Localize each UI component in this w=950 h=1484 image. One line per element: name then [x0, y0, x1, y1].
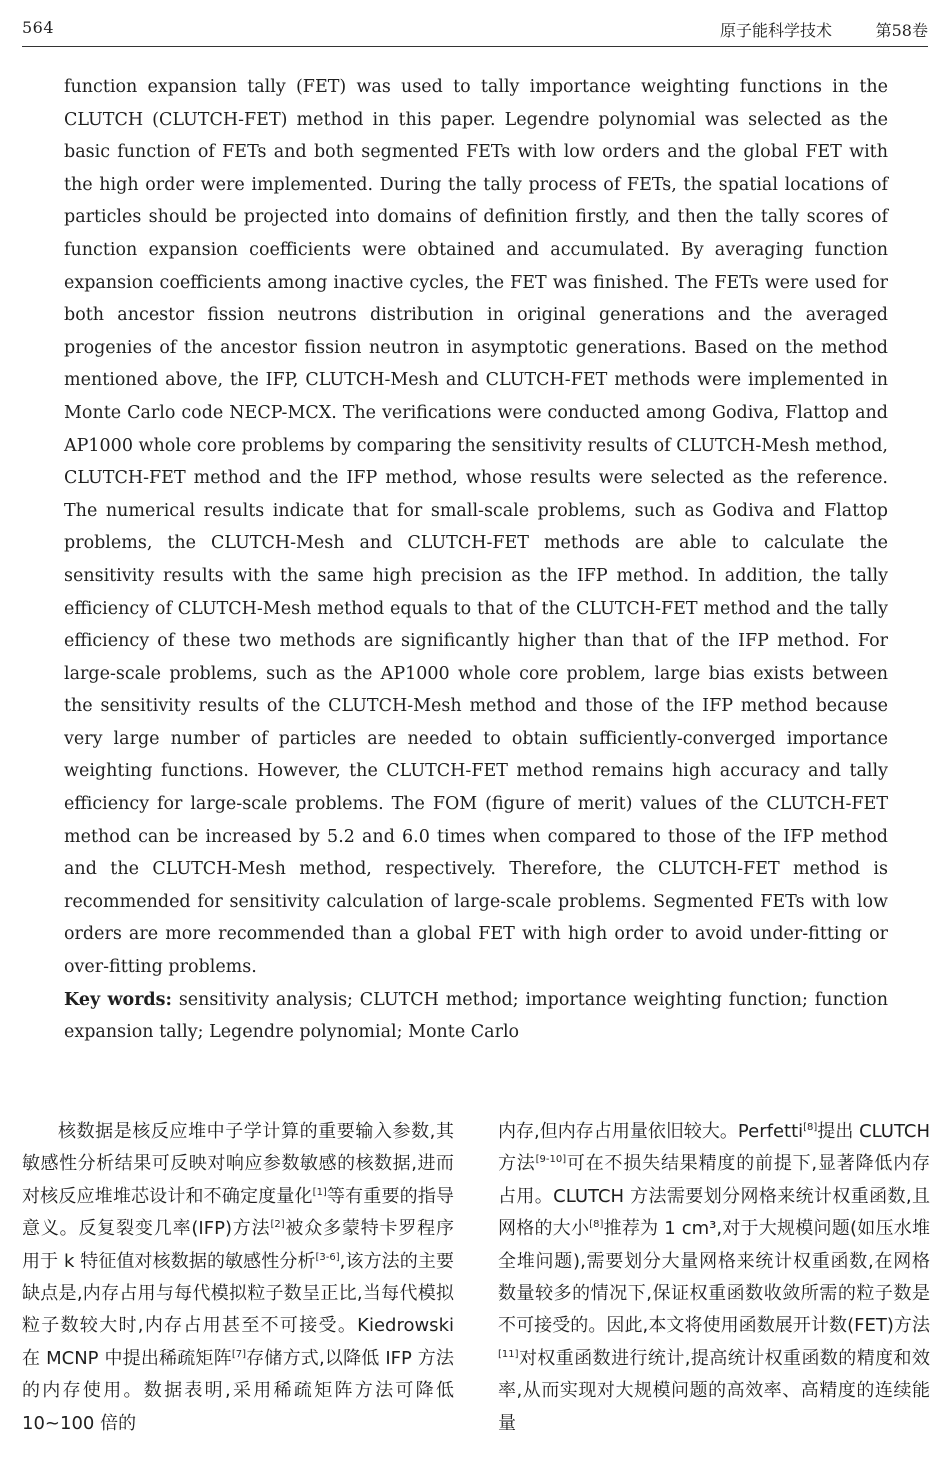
text-run: ,该方法的主要缺点是,内存占用与每代模拟粒子数呈正比,当每代模拟粒子数较大时,内存占用甚至不可接受。Kiedrowski 在 MCNP 中提出稀疏矩阵: [22, 1250, 454, 1369]
text-run: 存储方式,以降低 IFP 方法的内存使用。数据表明,采用稀疏矩阵方法可降低 10~100 倍的: [22, 1347, 454, 1434]
abstract-text: function expansion tally (FET) was used to tally importance weighting functions in the CLUTCH (CLUTCH-FET) method in this paper. Legendre polynomial was selected as the basic function of FETs and both segmented FETs with low orders and the global FET with the high order were implemented. During the tally process of FETs, the spatial locations of particles should be projected into domains of definition firstly, and then the tally scores of function expansion coefficients were obtained and accumulated. By averaging function expansion coefficients among inactive cycles, the FET was finished. The FETs were used for both ancestor fission neutrons distribution in original generations and the averaged progenies of the ancestor fission neutron in asymptotic generations. Based on the method mentioned above, the IFP, CLUTCH-Mesh and CLUTCH-FET methods were implemented in Monte Carlo code NECP-MCX. The verifications were conducted among Godiva, Flattop and AP1000 whole core problems by comparing the sensitivity results of CLUTCH-Mesh method, CLUTCH-FET method and the IFP method, whose results were selected as the reference. The numerical results indicate that for small-scale problems, such as Godiva and Flattop problems, the CLUTCH-Mesh and CLUTCH-FET methods are able to calculate the sensitivity results with the same high precision as the IFP method. In addition, the tally efficiency of CLUTCH-Mesh method equals to that of the CLUTCH-FET method and the tally efficiency of these two methods are significantly higher than that of the IFP method. For large-scale problems, such as the AP1000 whole core problem, large bias exists between the sensitivity results of the CLUTCH-Mesh method and those of the IFP method because very large number of particles are needed to obtain sufficiently-converged importance weighting functions. However, the CLUTCH-FET method remains high accuracy and tally efficiency for large-scale problems. The FOM (figure of merit) values of the CLUTCH-FET method can be increased by 5.2 and 6.0 times when compared to those of the IFP method and the CLUTCH-Mesh method, respectively. Therefore, the CLUTCH-FET method is recommended for sensitivity calculation of large-scale problems. Segmented FETs with low orders are more recommended than a global FET with high order to avoid under-fitting or over-fitting problems.: [64, 77, 888, 978]
text-run: 对权重函数进行统计,提高统计权重函数的精度和效率,从而实现对大规模问题的高效率、高精度的连续能量: [498, 1347, 930, 1434]
body-paragraph: [498, 1116, 930, 1440]
text-run: 内存,但内存占用量依旧较大。Perfetti: [498, 1121, 804, 1142]
citation-ref: [9-10]: [535, 1154, 567, 1166]
body-column-right: [498, 1116, 930, 1440]
keywords-list: sensitivity analysis; CLUTCH method; importance weighting function; function expansion tally; Legendre polynomial; Monte Carlo: [64, 989, 888, 1043]
volume-label: 第58卷: [875, 21, 928, 40]
journal-title: 原子能科学技术: [719, 21, 832, 40]
page-number: 564: [22, 18, 55, 37]
keywords-line: [64, 984, 888, 1049]
header-rule: [22, 46, 928, 47]
citation-ref: [11]: [498, 1348, 519, 1360]
text-run: 等有重要的指导意义。反复裂变几率(IFP)方法: [22, 1185, 455, 1240]
text-run: 核数据是核反应堆中子学计算的重要输入参数,其敏感性分析结果可反映对响应参数敏感的核数据,进而对核反应堆堆芯设计和不确定度量化: [22, 1121, 454, 1207]
citation-ref: [2]: [270, 1219, 285, 1231]
english-abstract: [64, 71, 888, 1049]
text-run: 被众多蒙特卡罗程序用于 k 特征值对核数据的敏感性分析: [22, 1218, 455, 1272]
body-column-left: [22, 1116, 454, 1440]
citation-ref: [1]: [312, 1186, 327, 1198]
keywords-label: Key words:: [64, 989, 172, 1010]
body-paragraph: [22, 1116, 454, 1440]
page-header: [22, 0, 928, 46]
citation-ref: [7]: [231, 1348, 246, 1360]
text-run: 提出 CLUTCH 方法: [498, 1121, 931, 1175]
citation-ref: [8]: [589, 1219, 604, 1231]
text-run: 可在不损失结果精度的前提下,显著降低内存占用。CLUTCH 方法需要划分网格来统计权重函数,且网格的大小: [498, 1153, 930, 1240]
citation-ref: [3-6]: [315, 1251, 340, 1263]
text-run: 推荐为 1 cm³,对于大规模问题(如压水堆全堆问题),需要划分大量网格来统计权重函数,在网格数量较多的情况下,保证权重函数收敛所需的粒子数是不可接受的。因此,本文将使用函数展开计数(FET)方法: [498, 1218, 930, 1337]
citation-ref: [8]: [803, 1122, 818, 1133]
